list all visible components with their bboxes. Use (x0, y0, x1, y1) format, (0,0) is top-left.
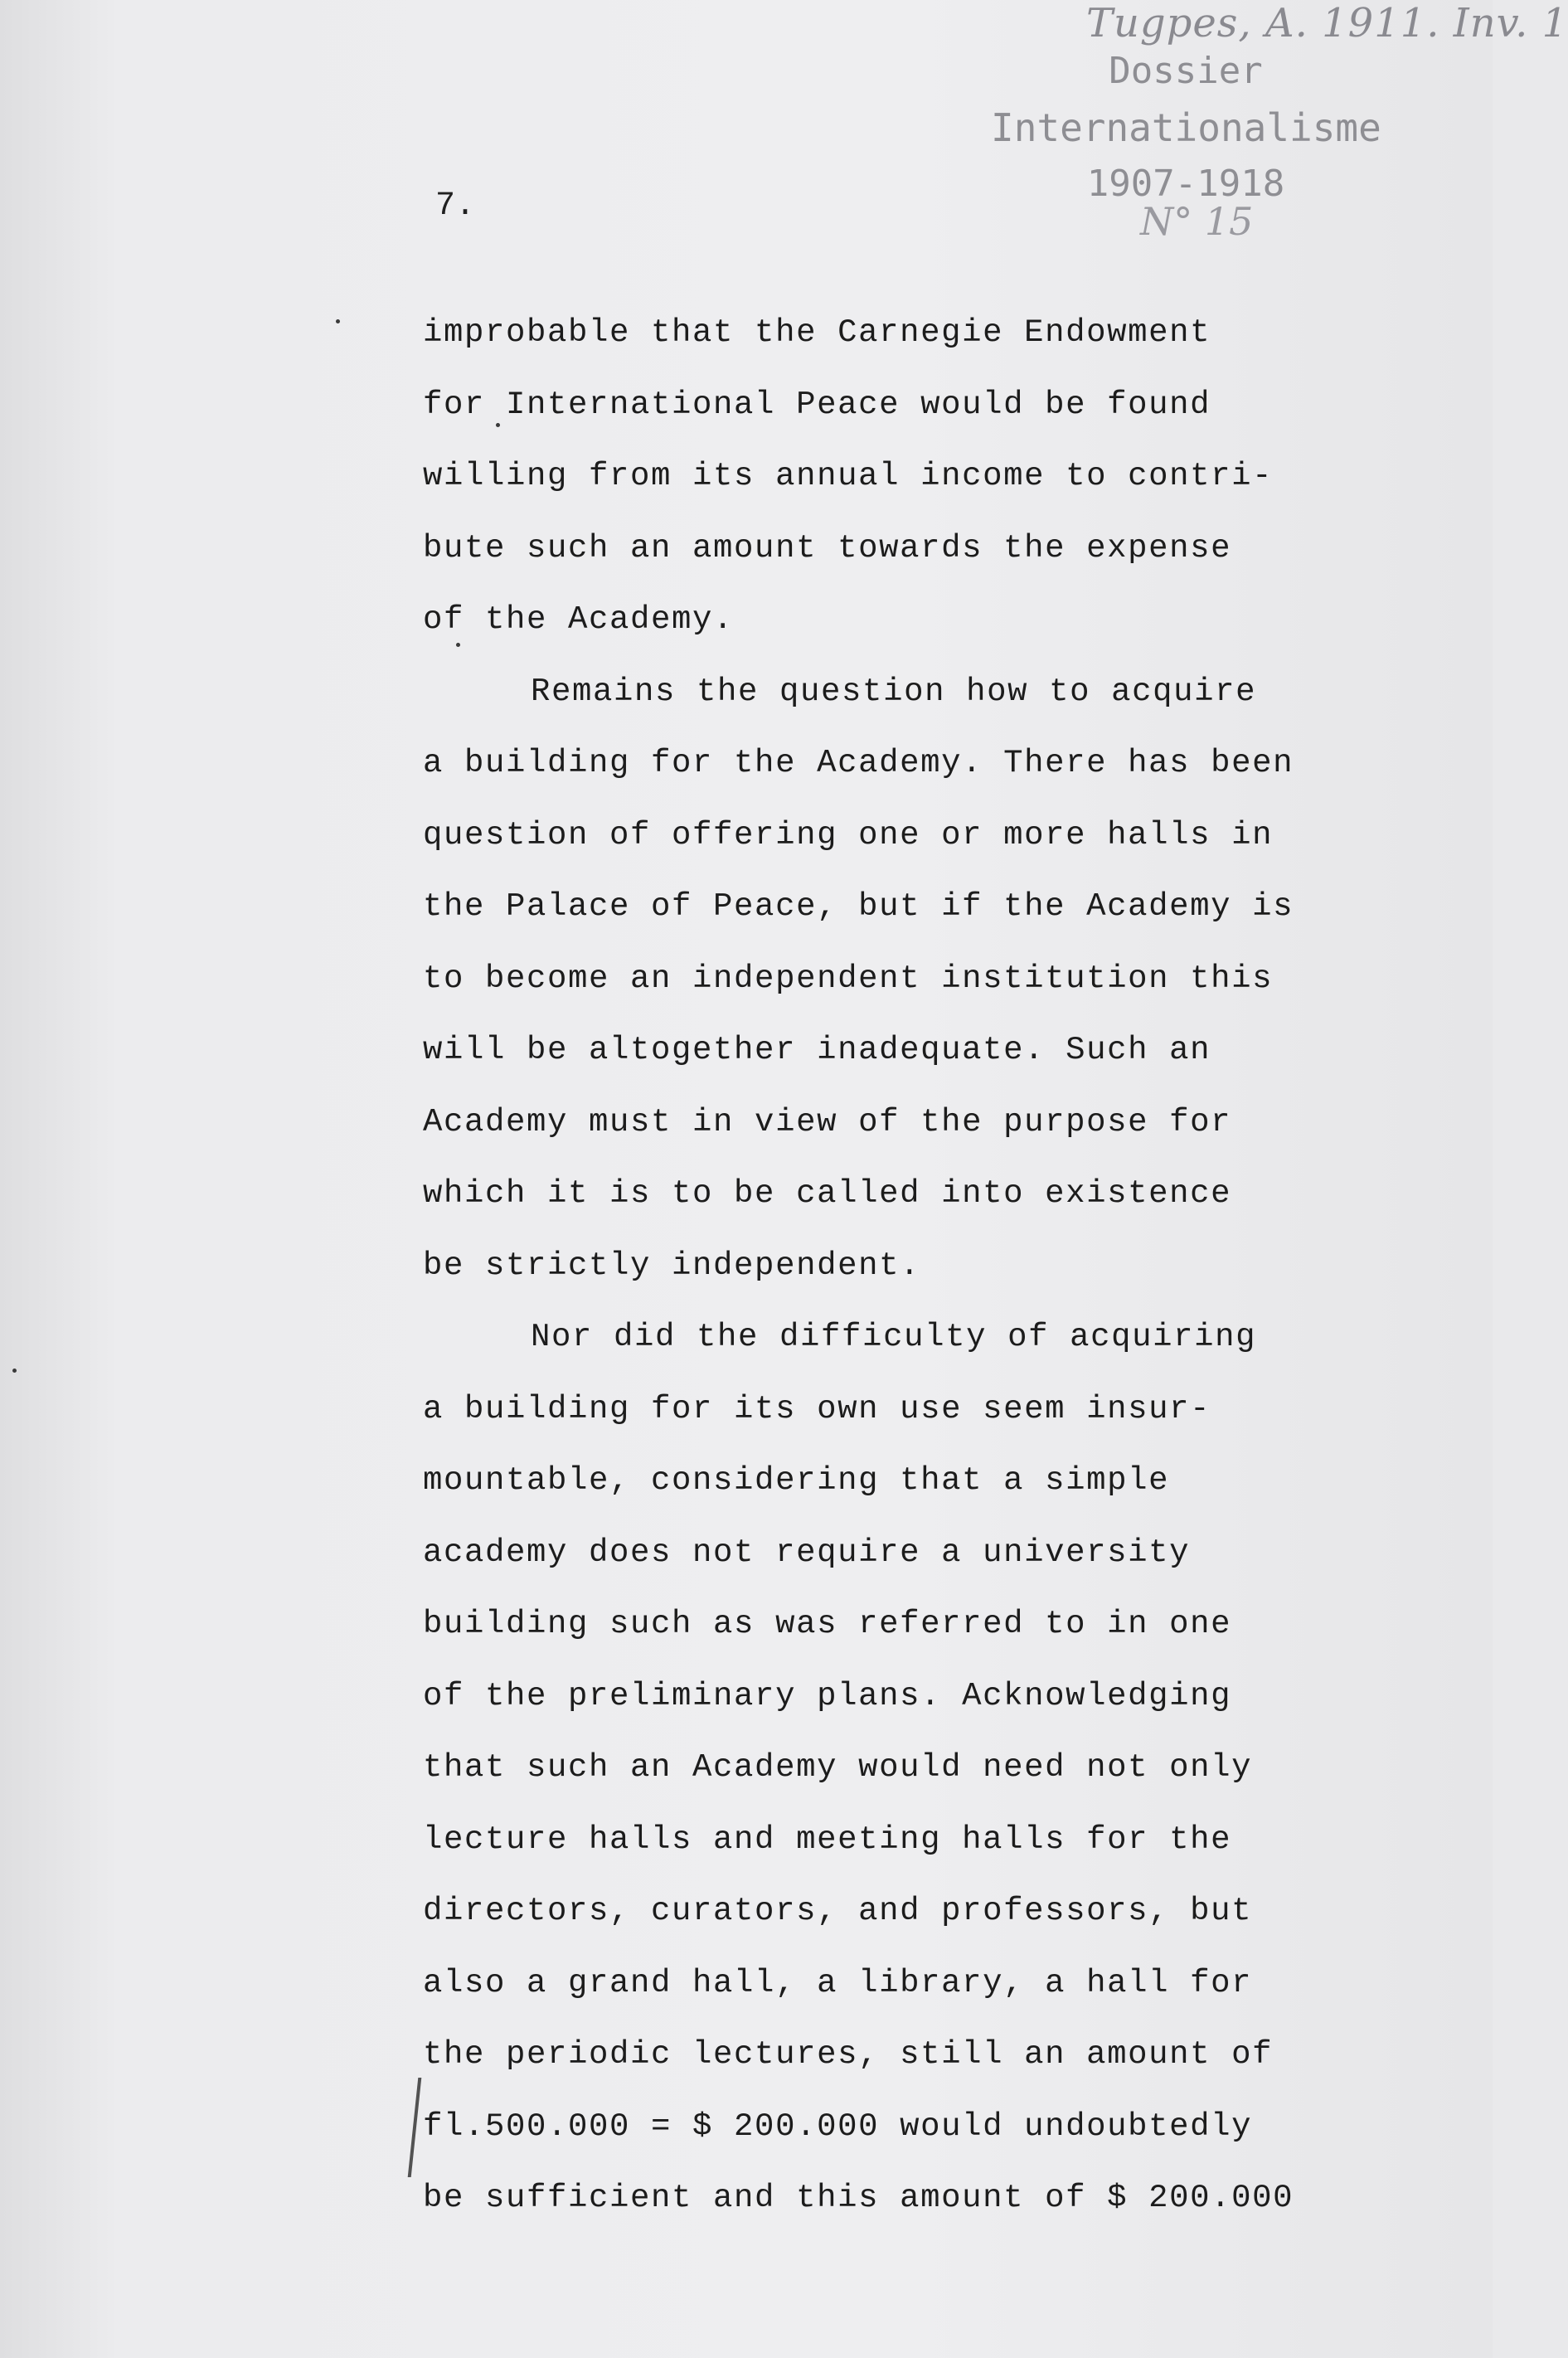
speck (12, 1369, 17, 1373)
stamp-number: N° 15 (1140, 199, 1254, 244)
stamp-line-1: Dossier (1109, 50, 1263, 92)
text-line: fl.500.000 = $ 200.000 would undoubtedly (423, 2108, 1253, 2145)
text-line: be strictly independent. (423, 1247, 921, 1284)
text-line: a building for the Academy. There has been (423, 745, 1294, 781)
text-line: of the Academy. (423, 601, 735, 638)
text-line: building such as was referred to in one (423, 1606, 1232, 1642)
text-line: Remains the question how to acquire (531, 673, 1257, 710)
text-line: directors, curators, and professors, but (423, 1893, 1253, 1929)
text-line: for International Peace would be found (423, 386, 1211, 423)
text-line: be sufficient and this amount of $ 200.000 (423, 2180, 1294, 2216)
text-line: improbable that the Carnegie Endowment (423, 314, 1211, 351)
text-line: of the preliminary plans. Acknowledging (423, 1677, 1232, 1714)
text-line: will be altogether inadequate. Such an (423, 1032, 1211, 1068)
stamp-line-2: Internationalisme (991, 105, 1381, 150)
text-line: the Palace of Peace, but if the Academy is (423, 888, 1294, 925)
text-line: bute such an amount towards the expense (423, 529, 1232, 566)
text-line: to become an independent institution this (423, 960, 1274, 997)
page-number: 7. (435, 187, 476, 225)
text-line: willing from its annual income to contri- (423, 458, 1274, 494)
text-line: that such an Academy would need not only (423, 1749, 1253, 1786)
text-line: which it is to be called into existence (423, 1175, 1232, 1212)
speck (456, 643, 460, 647)
text-line: mountable, considering that a simple (423, 1462, 1170, 1499)
stamp-line-3: 1907-1918 (1086, 163, 1285, 205)
text-line: a building for its own use seem insur- (423, 1390, 1211, 1427)
text-line: Nor did the difficulty of acquiring (531, 1319, 1257, 1355)
text-line: academy does not require a university (423, 1534, 1191, 1571)
archive-stamp (991, 43, 1381, 212)
text-line: the periodic lectures, still an amount of (423, 2036, 1274, 2073)
text-line: also a grand hall, a library, a hall for (423, 1964, 1253, 2001)
typed-body-text (423, 297, 1368, 2234)
text-line: question of offering one or more halls in (423, 816, 1274, 853)
speck (336, 319, 340, 323)
handwritten-annotation: Tugpes, A. 1911. Inv. 1 (1086, 0, 1568, 46)
text-line: lecture halls and meeting halls for the (423, 1821, 1232, 1858)
text-line: Academy must in view of the purpose for (423, 1103, 1232, 1140)
speck (496, 423, 500, 427)
